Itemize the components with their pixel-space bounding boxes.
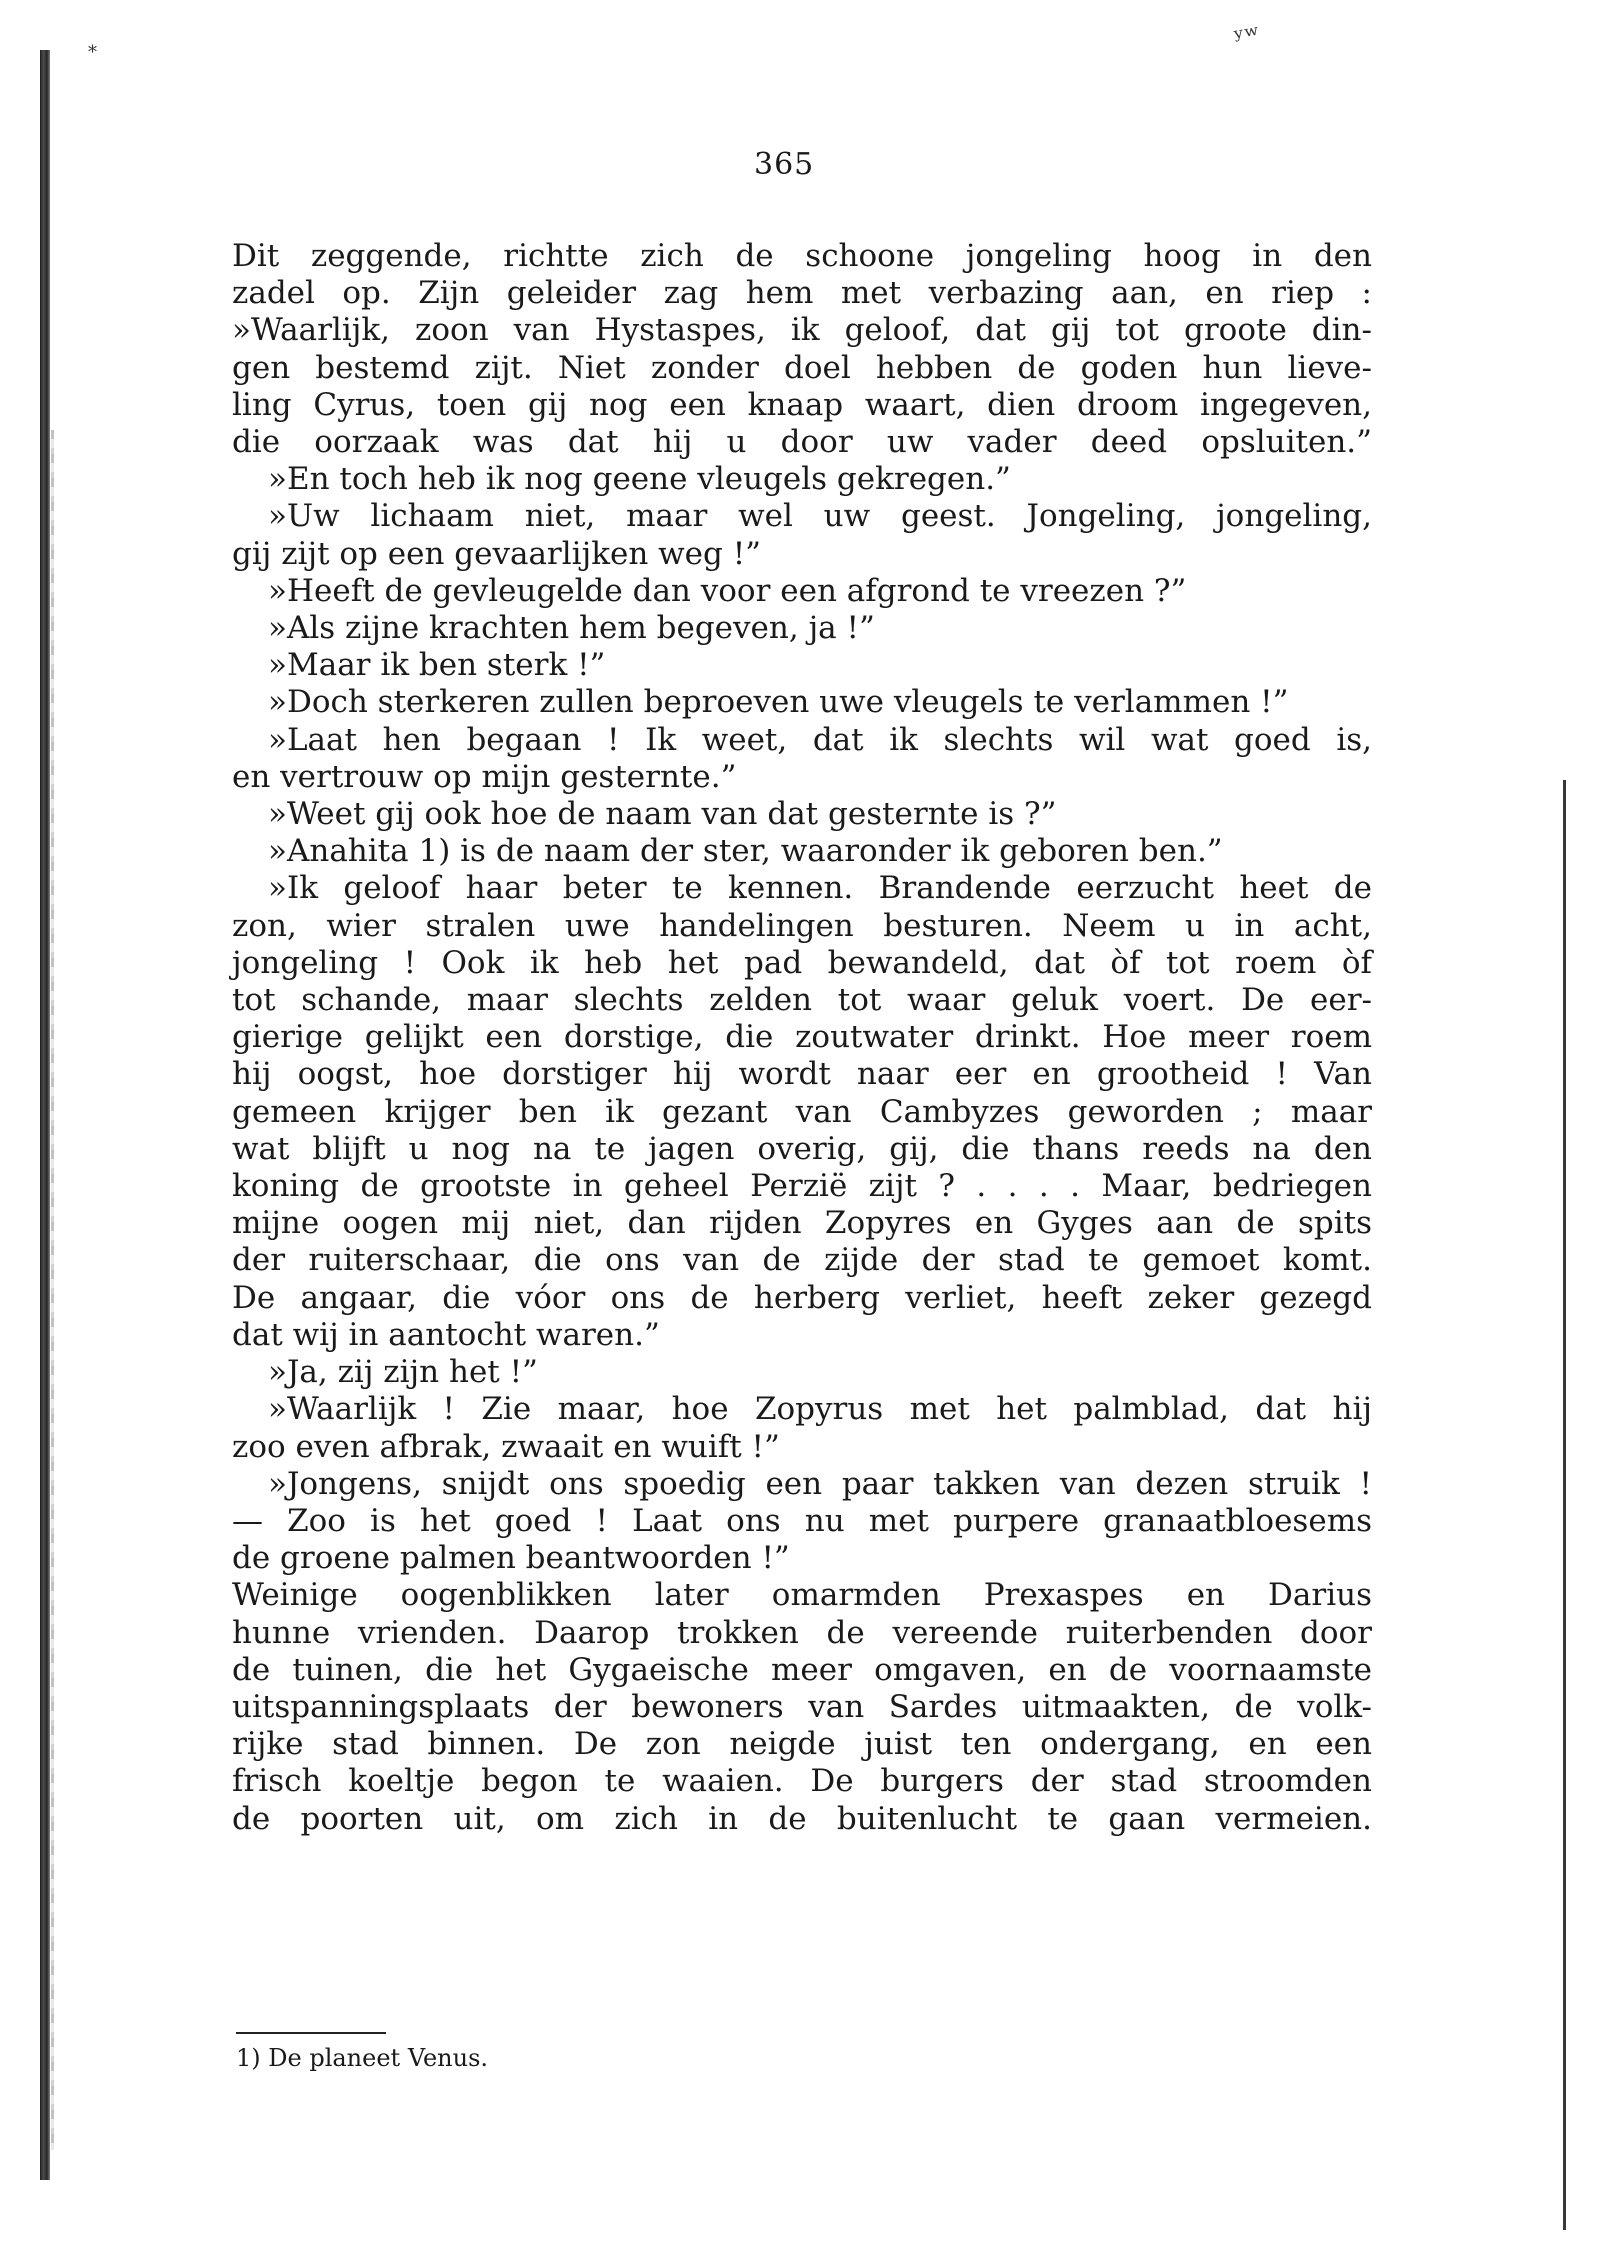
text-line: zoo even afbrak, zwaait en wuift !”: [232, 1428, 780, 1465]
text-line: »Ik geloof haar beter te kennen. Brandende eerzucht heet de: [268, 870, 1372, 907]
text-line: »Jongens, snijdt ons spoedig een paar takken van dezen struik !: [268, 1465, 1372, 1502]
text-line: »Heeft de gevleugelde dan voor een afgrond te vreezen ?”: [268, 572, 1187, 609]
text-line: frisch koeltje begon te waaien. De burgers der stad stroomden: [232, 1763, 1372, 1800]
text-line: »Laat hen begaan ! Ik weet, dat ik slechts wil wat goed is,: [268, 721, 1372, 758]
footnote: 1) De planeet Venus.: [236, 2044, 489, 2072]
text-line: de groene palmen beantwoorden !”: [232, 1540, 790, 1577]
page-number: 365: [754, 147, 815, 182]
text-line: jongeling ! Ook ik heb het pad bewandeld, dat òf tot roem òf: [232, 944, 1372, 981]
text-line: »Anahita 1) is de naam der ster, waaronder ik geboren ben.”: [268, 833, 1223, 870]
left-binding-texture: [51, 430, 54, 2150]
text-line: Dit zeggende, richtte zich de schoone jongeling hoog in den: [232, 238, 1372, 274]
left-binding-shadow: [40, 50, 50, 2180]
text-line: ling Cyrus, toen gij nog een knaap waart, dien droom ingegeven,: [232, 386, 1372, 423]
text-line: wat blijft u nog na te jagen overig, gij, die thans reeds na den: [232, 1130, 1372, 1167]
text-line: zon, wier stralen uwe handelingen besturen. Neem u in acht,: [232, 907, 1372, 944]
top-right-scan-mark: ʸʷ: [1231, 19, 1263, 55]
text-line: »Weet gij ook hoe de naam van dat gesternte is ?”: [268, 796, 1057, 833]
text-line: — Zoo is het goed ! Laat ons nu met purpere granaatbloesems: [232, 1502, 1372, 1539]
right-page-edge: [1563, 780, 1566, 2230]
text-line: »Waarlijk ! Zie maar, hoe Zopyrus met het palmblad, dat hij: [268, 1391, 1372, 1428]
text-line: hij oogst, hoe dorstiger hij wordt naar eer en grootheid ! Van: [232, 1056, 1372, 1093]
text-line: De angaar, die vóor ons de herberg verliet, heeft zeker gezegd: [232, 1279, 1372, 1316]
text-line: gen bestemd zijt. Niet zonder doel hebben de goden hun lieve-: [232, 349, 1372, 386]
text-line: »Waarlijk, zoon van Hystaspes, ik geloof, dat gij tot groote din-: [232, 312, 1372, 349]
text-line: gij zijt op een gevaarlijken weg !”: [232, 535, 762, 572]
text-line: dat wij in aantocht waren.”: [232, 1316, 660, 1353]
text-line: tot schande, maar slechts zelden tot waar geluk voert. De eer-: [232, 982, 1372, 1019]
text-line: die oorzaak was dat hij u door uw vader deed opsluiten.”: [232, 424, 1372, 461]
text-line: »En toch heb ik nog geene vleugels gekregen.”: [268, 461, 1011, 498]
text-line: Weinige oogenblikken later omarmden Prexaspes en Darius: [232, 1577, 1372, 1614]
top-left-scan-mark: *: [88, 42, 97, 63]
text-line: de poorten uit, om zich in de buitenlucht te gaan vermeien.: [232, 1800, 1372, 1837]
text-line: en vertrouw op mijn gesternte.”: [232, 758, 737, 795]
footnote-divider: [236, 2032, 386, 2034]
text-line: »Ja, zij zijn het !”: [268, 1354, 538, 1391]
text-line: »Doch sterkeren zullen beproeven uwe vleugels te verlammen !”: [268, 684, 1289, 721]
text-line: gemeen krijger ben ik gezant van Cambyzes geworden ; maar: [232, 1093, 1372, 1130]
text-line: koning de grootste in geheel Perzië zijt ? . . . . Maar, bedriegen: [232, 1168, 1372, 1205]
text-line: »Uw lichaam niet, maar wel uw geest. Jongeling, jongeling,: [268, 498, 1372, 535]
text-line: »Als zijne krachten hem begeven, ja !”: [268, 610, 875, 647]
text-line: »Maar ik ben sterk !”: [268, 647, 606, 684]
text-line: der ruiterschaar, die ons van de zijde der stad te gemoet komt.: [232, 1242, 1372, 1279]
text-line: hunne vrienden. Daarop trokken de vereende ruiterbenden door: [232, 1614, 1372, 1651]
text-line: de tuinen, die het Gygaeische meer omgaven, en de voornaamste: [232, 1651, 1372, 1688]
book-text: [232, 238, 1372, 1838]
text-line: zadel op. Zijn geleider zag hem met verbazing aan, en riep :: [232, 275, 1372, 312]
text-line: gierige gelijkt een dorstige, die zoutwater drinkt. Hoe meer roem: [232, 1019, 1372, 1056]
text-line: rijke stad binnen. De zon neigde juist ten ondergang, en een: [232, 1726, 1372, 1763]
text-line: uitspanningsplaats der bewoners van Sardes uitmaakten, de volk-: [232, 1688, 1372, 1725]
text-line: mijne oogen mij niet, dan rijden Zopyres en Gyges aan de spits: [232, 1205, 1372, 1242]
